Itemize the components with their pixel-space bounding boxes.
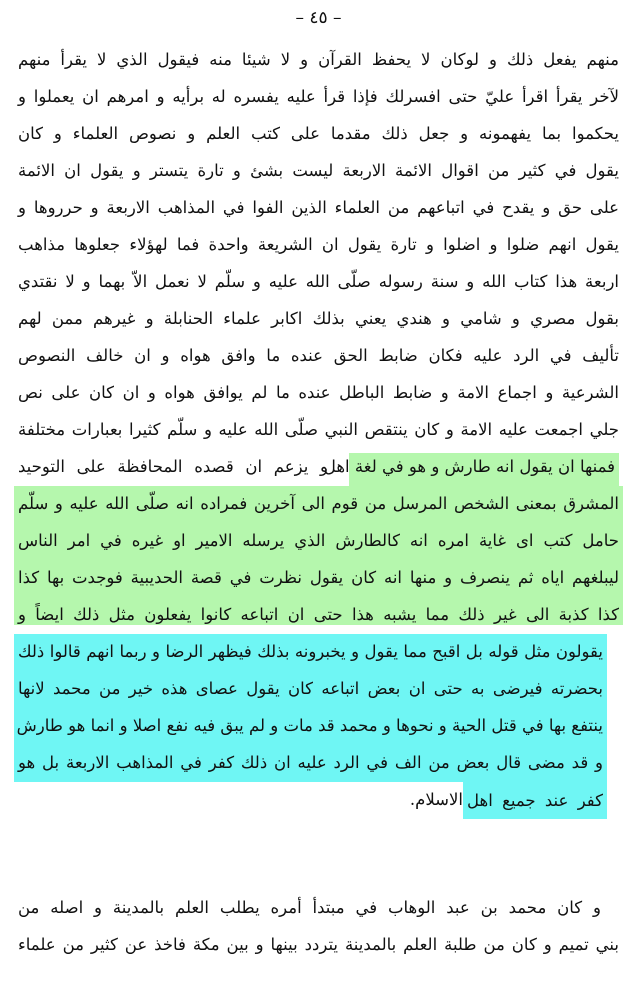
highlight-green-line: [14, 523, 623, 560]
text-line: [0, 227, 637, 264]
main-paragraph: [0, 42, 637, 819]
text-line: [0, 153, 637, 190]
highlight-cyan-line: [14, 708, 607, 745]
text-line: [0, 927, 637, 964]
text-line: [0, 116, 637, 153]
text-line: [0, 42, 637, 79]
text-line-3: يحكموا بما يفهمونه و جعل ذلك مقدما على كتب العلم و نصوص العلماء و كان: [18, 124, 619, 143]
text-line-5: على حق و يقدح في اتباعهم من العلماء الذين الفوا في المذاهب الاربعة و حرروها و: [18, 198, 619, 217]
text-line: [0, 890, 637, 927]
text-line-4: يقول في كثير من اقوال الائمة الاربعة ليست بشئ و تارة يتستر و يقول ان الائمة: [18, 161, 619, 180]
text-line-cyan-4: و قد مضى قال بعض من الف في الرد عليه ان ذلك كفر في المذاهب الاربعة بل هو: [18, 753, 603, 772]
highlight-cyan-end: كفر عند جميع اهل: [463, 782, 607, 819]
highlight-green-line: [14, 486, 623, 523]
text-line-green-3: ليبلغهم اياه ثم ينصرف و منها انه كان يقول نظرت في قصة الحديبية فوجدت بها كذا: [18, 568, 619, 587]
text-line-cyan-1: يقولون مثل قوله بل اقبح مما يقول و يخبرونه بذلك فيظهر الرضا و ربما انهم قالوا ذلك: [18, 642, 603, 661]
text-line-7: اربعة هذا كتاب الله و سنة رسوله صلّى الله عليه و سلّم لا نعمل الاّ بهما و لا نقتدي: [18, 272, 619, 291]
text-line-mixed: [0, 449, 637, 486]
text-line-mixed: [0, 782, 637, 819]
text-line: [0, 264, 637, 301]
text-line-10: الشرعية و اجماع الامة و ضابط الباطل عنده ما لم يوافق هواه و ان كان على نص: [18, 383, 619, 402]
next-paragraph: [0, 890, 637, 964]
text-line-8: بقول مصري و شامي و هندي يعني بذلك اكابر علماء الحنابلة و غيرهم ممن لهم: [18, 309, 619, 328]
highlight-cyan-line: [14, 671, 607, 708]
text-line: [0, 375, 637, 412]
text-line-2: لآخر يقرأ اقرأ عليّ حتى افسرلك فإذا قرأ عليه يفسره له برأيه و امرهم ان يعملوا و: [18, 87, 619, 106]
text-line-final: الاسلام.: [409, 790, 463, 809]
text-line-green-4: كذا كذبة الى غير ذلك مما يشبه هذا حتى ان اتباعه كانوا يفعلون مثل ذلك ايضاً و: [18, 605, 619, 624]
text-line-1: منهم يفعل ذلك و لوكان لا يحفظ القرآن و لا شيئا منه فيقول الذي لا يقرأ منهم: [18, 50, 619, 69]
highlight-cyan-line: [14, 634, 607, 671]
text-line-green-2: حامل كتب اى غاية امره انه كالطارش الذي يرسله الامير او غيره في امر الناس: [18, 531, 619, 550]
text-line-cyan-3: ينتفع بها في قتل الحية و نحوها و محمد قد مات و لم يبق فيه نفع اصلا و انما هو طارش: [16, 716, 603, 735]
highlight-cyan-line: [14, 745, 607, 782]
highlight-green-line: [14, 560, 623, 597]
text-line: [0, 190, 637, 227]
text-line-bottom-1: و كان محمد بن عبد الوهاب في مبتدأ أمره يطلب العلم بالمدينة و اصله من: [18, 898, 601, 917]
text-line-bottom-2: بني تميم و كان من طلبة العلم بالمدينة يتردد بينها و بين مكة فاخذ عن كثير من علماء: [18, 935, 619, 954]
text-line-12-plain: و يزعم ان قصده المحافظة على التوحيد: [18, 457, 328, 476]
text-line: [0, 338, 637, 375]
text-line-11: جلي اجمعت عليه الامة و كان ينتقص النبي صلّى الله عليه و سلّم كثيرا بعبارات مختلفة: [18, 420, 619, 439]
highlight-green-start: فمنها ان يقول انه طارش و هو في لغة اهل: [349, 453, 619, 487]
text-line-6: يقول انهم ضلوا و اضلوا و تارة يقول ان الشريعة واحدة فما لهؤلاء جعلوها مذاهب: [18, 235, 619, 254]
text-line: [0, 301, 637, 338]
text-line: [0, 412, 637, 449]
text-line: [0, 79, 637, 116]
highlight-green-line: [14, 597, 623, 625]
text-line-green-1: المشرق بمعنى الشخص المرسل من قوم الى آخرين فمراده انه صلّى الله عليه و سلّم: [18, 494, 619, 513]
text-line-cyan-2: بحضرته فيرضى به حتى ان بعض اتباعه كان يقول عصاى هذه خير من محمد لانها: [18, 679, 603, 698]
page-number: – ٤٥ –: [295, 8, 342, 28]
text-line-9: تأليف في الرد عليه فكان ضابط الحق عنده ما وافق هواه و ان خالف النصوص: [18, 346, 619, 365]
